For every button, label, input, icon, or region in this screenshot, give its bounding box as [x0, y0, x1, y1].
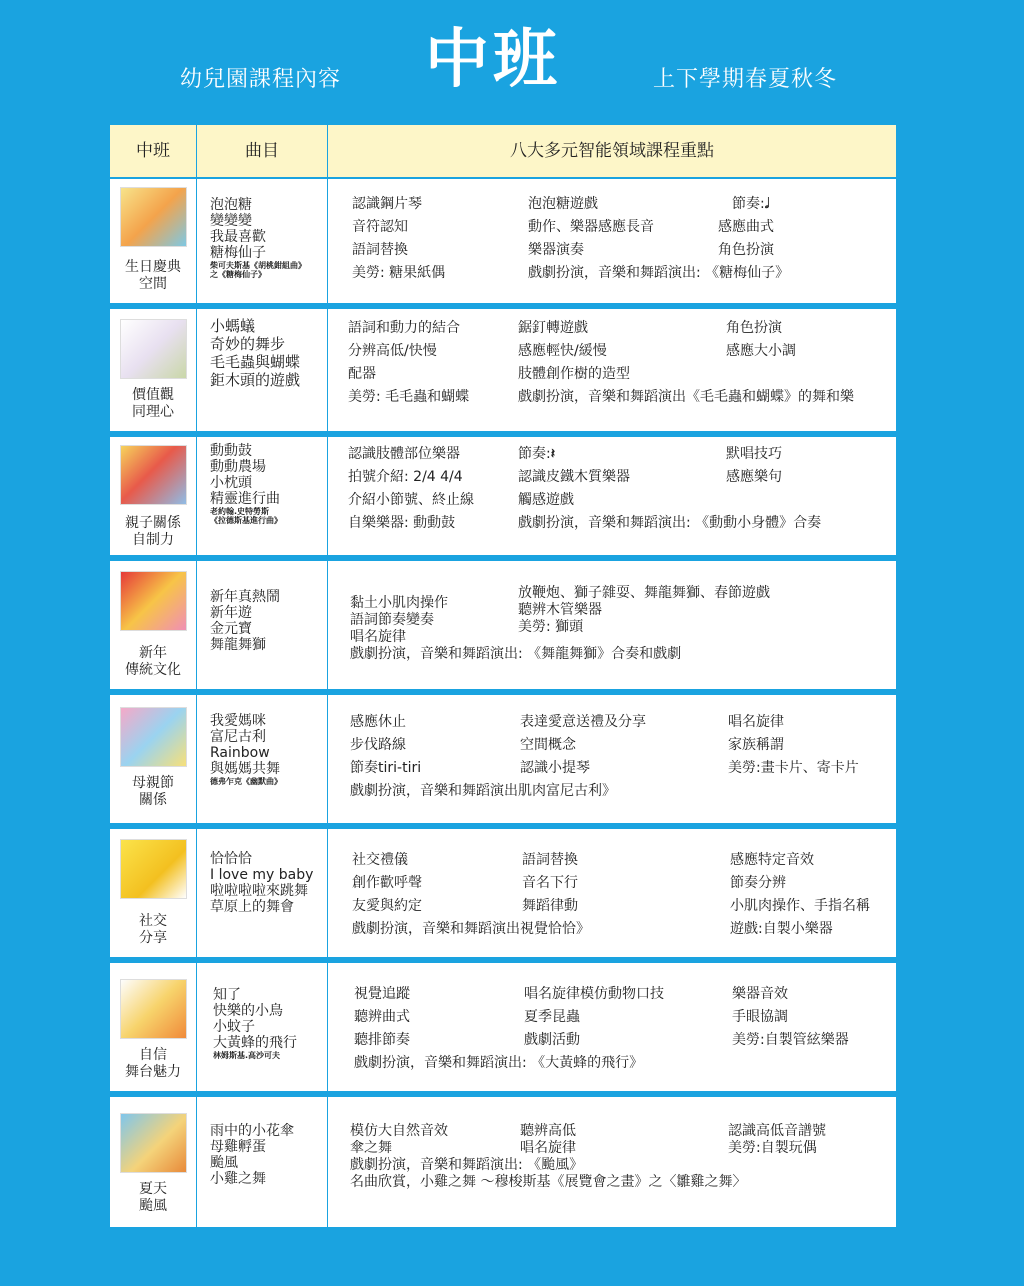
focus-item: 語詞節奏變奏	[350, 612, 434, 628]
focus-item: 角色扮演	[726, 320, 782, 336]
song-title: 快樂的小鳥	[213, 1003, 283, 1019]
curriculum-table	[110, 125, 896, 1227]
column-divider	[196, 125, 197, 1227]
song-title: 大黃蜂的飛行	[213, 1035, 297, 1051]
table-row	[110, 695, 896, 823]
song-title: 雨中的小花傘	[210, 1123, 294, 1139]
table-row	[110, 561, 896, 689]
book-cover-image	[120, 445, 187, 505]
focus-item: 友愛與約定	[352, 898, 422, 914]
song-title: 新年真熱鬧	[210, 589, 280, 605]
song-title: 動動農場	[210, 459, 266, 475]
focus-item: 感應曲式	[718, 219, 774, 235]
focus-item: 戲劇扮演，音樂和舞蹈演出《毛毛蟲和蝴蝶》的舞和樂	[518, 389, 854, 405]
book-cover-image	[120, 979, 187, 1039]
composer-note: 《拉德斯基進行曲》	[210, 516, 282, 525]
focus-item: 感應大小調	[726, 343, 796, 359]
song-title: 颱風	[210, 1155, 238, 1171]
focus-cell	[338, 579, 894, 679]
theme-cell	[110, 1181, 196, 1215]
theme-line: 母親節	[132, 775, 174, 791]
focus-item: 樂器音效	[732, 986, 788, 1002]
song-title: 動動鼓	[210, 443, 252, 459]
focus-item: 音符認知	[352, 219, 408, 235]
focus-item: 認識鋼片琴	[352, 196, 422, 212]
focus-item: 創作歡呼聲	[352, 875, 422, 891]
songs-cell	[210, 589, 330, 653]
focus-item: 放鞭炮、獅子雜耍、舞龍舞獅、春節遊戲	[518, 585, 770, 601]
focus-cell	[338, 317, 894, 417]
focus-item: 家族稱謂	[728, 737, 784, 753]
focus-item: 空間概念	[520, 737, 576, 753]
column-divider	[327, 125, 328, 1227]
focus-item: 美勞: 毛毛蟲和蝴蝶	[348, 389, 470, 405]
theme-line: 生日慶典	[125, 259, 181, 275]
focus-item	[518, 443, 555, 466]
song-title: 金元寶	[210, 621, 252, 637]
book-cover-image	[120, 571, 187, 631]
focus-cell	[338, 1123, 894, 1213]
focus-item: 戲劇扮演，音樂和舞蹈演出視覺恰恰》	[352, 921, 590, 937]
focus-item: 聽辨曲式	[354, 1009, 410, 1025]
focus-item: 表達愛意送禮及分享	[520, 714, 646, 730]
focus-item: 自樂樂器: 動動鼓	[348, 515, 456, 531]
book-cover-image	[120, 707, 187, 767]
song-title: 小蚊子	[213, 1019, 255, 1035]
song-title: 啦啦啦啦來跳舞	[210, 883, 308, 899]
songs-cell	[210, 851, 332, 915]
songs-cell	[210, 713, 330, 786]
song-title: 我愛媽咪	[210, 713, 266, 729]
song-title: 鉅木頭的遊戲	[210, 371, 301, 389]
song-title: 泡泡糖	[210, 197, 252, 213]
focus-item: 唱名旋律	[350, 629, 406, 645]
focus-item: 戲劇扮演，音樂和舞蹈演出: 《動動小身體》合奏	[518, 515, 822, 531]
table-header-row	[110, 125, 896, 179]
focus-item: 認識肢體部位樂器	[348, 446, 460, 462]
theme-line: 自制力	[132, 532, 174, 548]
theme-line: 新年	[139, 645, 167, 661]
focus-item: 認識高低音譜號	[728, 1123, 826, 1139]
focus-item: 傘之舞	[350, 1140, 392, 1156]
song-title: 奇妙的舞步	[210, 335, 286, 353]
theme-cell	[110, 259, 196, 293]
focus-item: 感應休止	[350, 714, 406, 730]
songs-cell	[210, 197, 330, 279]
focus-item: 美勞: 糖果紙偶	[352, 265, 446, 281]
theme-cell	[110, 645, 196, 679]
focus-item: 介紹小節號、終止線	[348, 492, 474, 508]
focus-item: 夏季昆蟲	[524, 1009, 580, 1025]
theme-line: 夏天	[139, 1181, 167, 1197]
header-subtitle-left: 幼兒園課程內容	[180, 67, 342, 92]
song-title: 舞龍舞獅	[210, 637, 266, 653]
focus-item: 唱名旋律	[728, 714, 784, 730]
focus-item: 美勞:畫卡片、寄卡片	[728, 760, 859, 776]
table-row	[110, 309, 896, 431]
focus-item: 角色扮演	[718, 242, 774, 258]
focus-item: 社交禮儀	[352, 852, 408, 868]
table-row	[110, 829, 896, 957]
theme-cell	[110, 775, 196, 809]
song-title: 毛毛蟲與蝴蝶	[210, 353, 301, 371]
song-title: 新年遊	[210, 605, 252, 621]
song-title: 草原上的舞會	[210, 899, 294, 915]
focus-item: 聽辨木管樂器	[518, 602, 602, 618]
focus-item: 唱名旋律模仿動物口技	[524, 986, 664, 1002]
theme-line: 自信	[139, 1047, 167, 1063]
focus-item: 語詞替換	[522, 852, 578, 868]
focus-item: 分辨高低/快慢	[348, 343, 437, 359]
focus-item: 感應特定音效	[730, 852, 814, 868]
focus-item-label: 節奏:	[732, 196, 765, 212]
composer-note: 之《糖梅仙子》	[210, 270, 266, 279]
header-subtitle-right: 上下學期春夏秋冬	[653, 67, 838, 92]
focus-item: 遊戲:自製小樂器	[730, 921, 833, 937]
focus-item: 語詞替換	[352, 242, 408, 258]
quarter-rest-icon: 𝄽	[550, 446, 556, 462]
songs-cell	[210, 1123, 330, 1187]
theme-line: 颱風	[139, 1198, 167, 1214]
page-title: 中班	[425, 23, 561, 97]
songs-cell	[210, 443, 330, 525]
focus-item: 聽辨高低	[520, 1123, 576, 1139]
theme-line: 空間	[139, 276, 167, 292]
focus-item: 樂器演奏	[528, 242, 584, 258]
composer-note: 德弗乍克《幽默曲》	[210, 777, 282, 786]
focus-item: 肢體創作樹的造型	[518, 366, 630, 382]
theme-line: 社交	[139, 913, 167, 929]
focus-item: 語詞和動力的結合	[348, 320, 460, 336]
focus-item: 美勞: 獅頭	[518, 619, 584, 635]
song-title: 精靈進行曲	[210, 491, 280, 507]
focus-item: 黏土小肌肉操作	[350, 595, 448, 611]
song-title: Rainbow	[210, 745, 270, 761]
focus-item: 小肌肉操作、手指名稱	[730, 898, 870, 914]
theme-line: 同理心	[132, 404, 174, 420]
song-title: 恰恰恰	[210, 851, 252, 867]
theme-line: 分享	[139, 930, 167, 946]
focus-item: 名曲欣賞，小雞之舞 ～穆梭斯基《展覽會之畫》之〈雛雞之舞〉	[350, 1174, 747, 1190]
theme-cell	[110, 515, 196, 549]
focus-item: 觸感遊戲	[518, 492, 574, 508]
focus-item: 戲劇扮演，音樂和舞蹈演出肌肉富尼古利》	[350, 783, 616, 799]
half-note-icon: 𝅗𝅥	[764, 196, 770, 212]
song-title: 小雞之舞	[210, 1171, 266, 1187]
theme-cell	[110, 913, 196, 947]
song-title: 富尼古利	[210, 729, 266, 745]
table-row	[110, 179, 896, 303]
focus-item: 聽排節奏	[354, 1032, 410, 1048]
focus-item: 視覺追蹤	[354, 986, 410, 1002]
book-cover-image	[120, 187, 187, 247]
focus-item: 感應輕快/緩慢	[518, 343, 607, 359]
book-cover-image	[120, 1113, 187, 1173]
focus-item: 戲劇扮演，音樂和舞蹈演出: 《大黃蜂的飛行》	[354, 1055, 644, 1071]
focus-item: 拍號介紹: 2/4 4/4	[348, 469, 463, 485]
theme-cell	[110, 387, 196, 421]
focus-item: 感應樂句	[726, 469, 782, 485]
focus-item: 美勞:自製玩偶	[728, 1140, 817, 1156]
theme-line: 舞台魅力	[125, 1064, 181, 1080]
focus-item: 步伐路線	[350, 737, 406, 753]
focus-item	[732, 193, 769, 216]
focus-item: 唱名旋律	[520, 1140, 576, 1156]
focus-item: 戲劇扮演，音樂和舞蹈演出: 《颱風》	[350, 1157, 584, 1173]
header-cell-focus: 八大多元智能領域課程重點	[510, 141, 714, 161]
song-title: 母雞孵蛋	[210, 1139, 266, 1155]
theme-line: 關係	[139, 792, 167, 808]
song-title: 糖梅仙子	[210, 245, 266, 261]
songs-cell	[210, 317, 330, 389]
focus-item-label: 節奏:	[518, 446, 551, 462]
focus-item: 動作、樂器感應長音	[528, 219, 654, 235]
song-title: 變變變	[210, 213, 252, 229]
composer-note: 老約翰.史特勞斯	[210, 507, 270, 516]
song-title: 小枕頭	[210, 475, 252, 491]
focus-item: 認識皮鐵木質樂器	[518, 469, 630, 485]
focus-item: 戲劇扮演，音樂和舞蹈演出: 《糖梅仙子》	[528, 265, 790, 281]
focus-item: 節奏tiri-tiri	[350, 760, 422, 776]
book-cover-image	[120, 319, 187, 379]
focus-item: 音名下行	[522, 875, 578, 891]
theme-cell	[110, 1047, 196, 1081]
focus-item: 認識小提琴	[520, 760, 590, 776]
song-title: 與媽媽共舞	[210, 761, 280, 777]
song-title: 我最喜歡	[210, 229, 266, 245]
focus-item: 戲劇活動	[524, 1032, 580, 1048]
focus-item: 美勞:自製管絃樂器	[732, 1032, 849, 1048]
table-row	[110, 1097, 896, 1227]
focus-item: 舞蹈律動	[522, 898, 578, 914]
table-row	[110, 437, 896, 555]
song-title: 知了	[213, 987, 241, 1003]
song-title: I love my baby	[210, 867, 314, 883]
focus-item: 戲劇扮演，音樂和舞蹈演出: 《舞龍舞獅》合奏和戲劇	[350, 646, 682, 662]
focus-cell	[338, 983, 894, 1083]
focus-cell	[338, 849, 894, 949]
focus-item: 配器	[348, 366, 376, 382]
focus-item: 泡泡糖遊戲	[528, 196, 598, 212]
composer-note: 柴可夫斯基《胡桃鉗組曲》	[210, 261, 306, 270]
songs-cell	[213, 987, 333, 1060]
focus-item: 鋸釘轉遊戲	[518, 320, 588, 336]
book-cover-image	[120, 839, 187, 899]
theme-line: 傳統文化	[125, 662, 181, 678]
focus-cell	[338, 443, 894, 543]
theme-line: 親子關係	[125, 515, 181, 531]
composer-note: 林姆斯基.高沙可夫	[213, 1051, 281, 1060]
song-title: 小螞蟻	[210, 317, 256, 335]
table-row	[110, 963, 896, 1091]
focus-item: 默唱技巧	[726, 446, 782, 462]
header-cell-class: 中班	[136, 141, 170, 161]
header-cell-songs: 曲目	[245, 141, 279, 161]
focus-cell	[338, 711, 894, 811]
focus-item: 手眼協調	[732, 1009, 788, 1025]
focus-item: 節奏分辨	[730, 875, 786, 891]
focus-cell	[338, 193, 894, 293]
focus-item: 模仿大自然音效	[350, 1123, 448, 1139]
theme-line: 價值觀	[132, 387, 174, 403]
